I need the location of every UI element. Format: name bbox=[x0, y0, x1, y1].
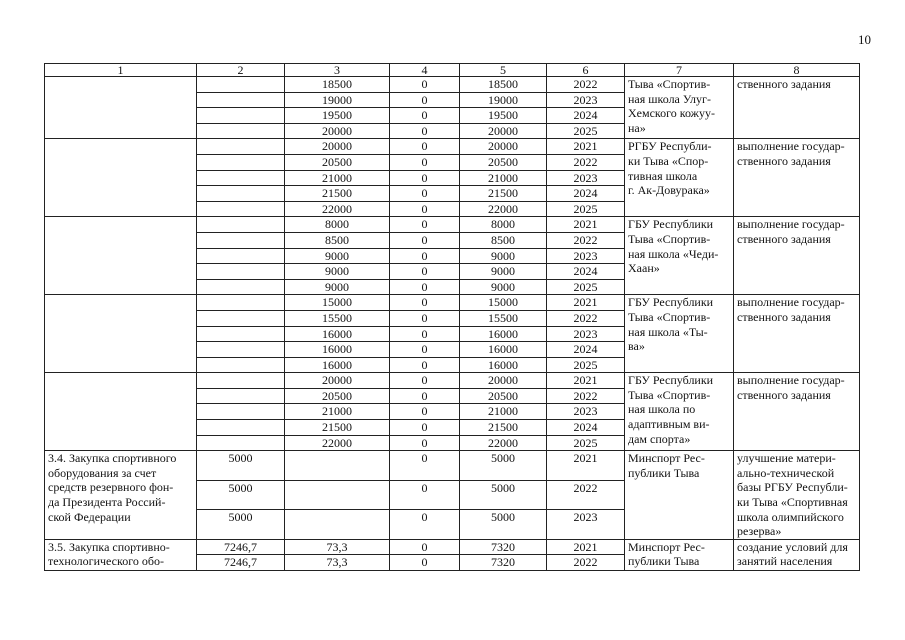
value-cell-c3: 8000 bbox=[285, 217, 390, 233]
value-cell-c6: 2025 bbox=[547, 279, 625, 295]
executor-cell: Минспорт Рес- публики Тыва bbox=[625, 451, 734, 540]
value-cell-c5: 5000 bbox=[460, 480, 547, 510]
value-cell-c5: 21500 bbox=[460, 186, 547, 202]
value-cell-c6: 2021 bbox=[547, 217, 625, 233]
value-cell-c2 bbox=[197, 217, 285, 233]
measure-cell bbox=[45, 295, 197, 373]
value-cell-c3: 22000 bbox=[285, 435, 390, 451]
value-cell-c3: 9000 bbox=[285, 279, 390, 295]
value-cell-c5: 8500 bbox=[460, 232, 547, 248]
measure-cell bbox=[45, 77, 197, 139]
value-cell-c6: 2022 bbox=[547, 310, 625, 326]
table-row bbox=[45, 373, 860, 389]
executor-cell: ГБУ Республики Тыва «Спортив- ная школа «Ты- ва» bbox=[625, 295, 734, 373]
result-cell: выполнение государ- ственного задания bbox=[734, 139, 860, 217]
value-cell-c4: 0 bbox=[390, 342, 460, 358]
value-cell-c3: 19500 bbox=[285, 108, 390, 124]
value-cell-c4: 0 bbox=[390, 77, 460, 93]
measure-cell bbox=[45, 139, 197, 217]
measure-cell: 3.4. Закупка спортивного оборудования за счет средств резервного фон- да Президента Россий- ской Федерации bbox=[45, 451, 197, 540]
table-row bbox=[45, 139, 860, 155]
result-cell: ственного задания bbox=[734, 77, 860, 139]
value-cell-c2 bbox=[197, 77, 285, 93]
value-cell-c6: 2025 bbox=[547, 435, 625, 451]
value-cell-c3 bbox=[285, 480, 390, 510]
measure-cell bbox=[45, 373, 197, 451]
value-cell-c4: 0 bbox=[390, 279, 460, 295]
value-cell-c2: 7246,7 bbox=[197, 555, 285, 571]
value-cell-c3: 21500 bbox=[285, 186, 390, 202]
value-cell-c5: 22000 bbox=[460, 201, 547, 217]
value-cell-c5: 15000 bbox=[460, 295, 547, 311]
value-cell-c5: 20500 bbox=[460, 154, 547, 170]
executor-cell: Минспорт Рес- публики Тыва bbox=[625, 539, 734, 570]
value-cell-c3: 18500 bbox=[285, 77, 390, 93]
value-cell-c3: 20000 bbox=[285, 373, 390, 389]
value-cell-c5: 9000 bbox=[460, 279, 547, 295]
value-cell-c2 bbox=[197, 435, 285, 451]
value-cell-c2 bbox=[197, 373, 285, 389]
value-cell-c4: 0 bbox=[390, 357, 460, 373]
value-cell-c6: 2022 bbox=[547, 154, 625, 170]
value-cell-c5: 5000 bbox=[460, 451, 547, 481]
value-cell-c6: 2021 bbox=[547, 451, 625, 481]
value-cell-c4: 0 bbox=[390, 217, 460, 233]
value-cell-c5: 20000 bbox=[460, 373, 547, 389]
header-cell: 6 bbox=[547, 64, 625, 77]
value-cell-c2 bbox=[197, 264, 285, 280]
value-cell-c4: 0 bbox=[390, 404, 460, 420]
value-cell-c2 bbox=[197, 170, 285, 186]
value-cell-c5: 20000 bbox=[460, 123, 547, 139]
value-cell-c5: 19500 bbox=[460, 108, 547, 124]
value-cell-c3 bbox=[285, 510, 390, 540]
header-cell: 4 bbox=[390, 64, 460, 77]
value-cell-c5: 22000 bbox=[460, 435, 547, 451]
value-cell-c6: 2025 bbox=[547, 123, 625, 139]
value-cell-c6: 2023 bbox=[547, 404, 625, 420]
value-cell-c6: 2024 bbox=[547, 342, 625, 358]
value-cell-c6: 2022 bbox=[547, 77, 625, 93]
value-cell-c6: 2022 bbox=[547, 232, 625, 248]
value-cell-c5: 7320 bbox=[460, 555, 547, 571]
value-cell-c3: 21000 bbox=[285, 170, 390, 186]
value-cell-c6: 2021 bbox=[547, 295, 625, 311]
result-cell: улучшение матери- ально-технической базы РГБУ Республи- ки Тыва «Спортивная школа олимпийского резерва» bbox=[734, 451, 860, 540]
value-cell-c2 bbox=[197, 420, 285, 436]
value-cell-c4: 0 bbox=[390, 264, 460, 280]
table-row bbox=[45, 451, 860, 481]
result-cell: выполнение государ- ственного задания bbox=[734, 295, 860, 373]
value-cell-c4: 0 bbox=[390, 326, 460, 342]
value-cell-c2 bbox=[197, 357, 285, 373]
value-cell-c5: 18500 bbox=[460, 77, 547, 93]
value-cell-c2 bbox=[197, 326, 285, 342]
value-cell-c3: 9000 bbox=[285, 264, 390, 280]
value-cell-c2 bbox=[197, 310, 285, 326]
value-cell-c6: 2024 bbox=[547, 264, 625, 280]
value-cell-c3: 16000 bbox=[285, 342, 390, 358]
value-cell-c6: 2025 bbox=[547, 357, 625, 373]
value-cell-c3 bbox=[285, 451, 390, 481]
value-cell-c3: 9000 bbox=[285, 248, 390, 264]
value-cell-c6: 2024 bbox=[547, 420, 625, 436]
value-cell-c4: 0 bbox=[390, 420, 460, 436]
value-cell-c6: 2022 bbox=[547, 555, 625, 571]
value-cell-c5: 20000 bbox=[460, 139, 547, 155]
value-cell-c2 bbox=[197, 342, 285, 358]
value-cell-c4: 0 bbox=[390, 108, 460, 124]
measure-cell: 3.5. Закупка спортивно- технологического обо- bbox=[45, 539, 197, 570]
value-cell-c4: 0 bbox=[390, 232, 460, 248]
header-row bbox=[45, 64, 860, 77]
executor-cell: ГБУ Республики Тыва «Спортив- ная школа по адаптивным ви- дам спорта» bbox=[625, 373, 734, 451]
value-cell-c5: 21000 bbox=[460, 404, 547, 420]
value-cell-c2 bbox=[197, 404, 285, 420]
value-cell-c2: 7246,7 bbox=[197, 539, 285, 555]
executor-cell: РГБУ Республи- ки Тыва «Спор- тивная школа г. Ак-Довурака» bbox=[625, 139, 734, 217]
result-cell: выполнение государ- ственного задания bbox=[734, 217, 860, 295]
value-cell-c6: 2023 bbox=[547, 170, 625, 186]
value-cell-c3: 20000 bbox=[285, 139, 390, 155]
value-cell-c5: 20500 bbox=[460, 388, 547, 404]
value-cell-c2 bbox=[197, 295, 285, 311]
value-cell-c4: 0 bbox=[390, 154, 460, 170]
value-cell-c3: 19000 bbox=[285, 92, 390, 108]
value-cell-c2 bbox=[197, 279, 285, 295]
table-row bbox=[45, 539, 860, 555]
value-cell-c3: 73,3 bbox=[285, 555, 390, 571]
header-cell: 2 bbox=[197, 64, 285, 77]
value-cell-c3: 21000 bbox=[285, 404, 390, 420]
value-cell-c4: 0 bbox=[390, 139, 460, 155]
value-cell-c4: 0 bbox=[390, 510, 460, 540]
value-cell-c5: 5000 bbox=[460, 510, 547, 540]
value-cell-c2 bbox=[197, 388, 285, 404]
value-cell-c5: 8000 bbox=[460, 217, 547, 233]
value-cell-c6: 2023 bbox=[547, 510, 625, 540]
value-cell-c5: 16000 bbox=[460, 357, 547, 373]
result-cell: создание условий для занятий населения bbox=[734, 539, 860, 570]
value-cell-c3: 20500 bbox=[285, 388, 390, 404]
value-cell-c2 bbox=[197, 186, 285, 202]
value-cell-c3: 22000 bbox=[285, 201, 390, 217]
value-cell-c4: 0 bbox=[390, 373, 460, 389]
value-cell-c6: 2023 bbox=[547, 248, 625, 264]
executor-cell: ГБУ Республики Тыва «Спортив- ная школа «Чеди- Хаан» bbox=[625, 217, 734, 295]
value-cell-c6: 2025 bbox=[547, 201, 625, 217]
value-cell-c5: 19000 bbox=[460, 92, 547, 108]
value-cell-c5: 16000 bbox=[460, 342, 547, 358]
value-cell-c6: 2022 bbox=[547, 388, 625, 404]
value-cell-c2 bbox=[197, 154, 285, 170]
value-cell-c2 bbox=[197, 139, 285, 155]
value-cell-c4: 0 bbox=[390, 555, 460, 571]
value-cell-c4: 0 bbox=[390, 388, 460, 404]
value-cell-c4: 0 bbox=[390, 248, 460, 264]
budget-table bbox=[44, 63, 860, 571]
value-cell-c6: 2021 bbox=[547, 373, 625, 389]
value-cell-c3: 16000 bbox=[285, 357, 390, 373]
value-cell-c4: 0 bbox=[390, 310, 460, 326]
value-cell-c3: 20500 bbox=[285, 154, 390, 170]
value-cell-c5: 21000 bbox=[460, 170, 547, 186]
page-number: 10 bbox=[858, 32, 871, 47]
value-cell-c2 bbox=[197, 108, 285, 124]
value-cell-c2 bbox=[197, 201, 285, 217]
value-cell-c5: 7320 bbox=[460, 539, 547, 555]
value-cell-c2: 5000 bbox=[197, 451, 285, 481]
value-cell-c6: 2024 bbox=[547, 108, 625, 124]
table-row bbox=[45, 77, 860, 93]
header-cell: 3 bbox=[285, 64, 390, 77]
value-cell-c4: 0 bbox=[390, 201, 460, 217]
value-cell-c4: 0 bbox=[390, 435, 460, 451]
value-cell-c2 bbox=[197, 232, 285, 248]
value-cell-c2 bbox=[197, 123, 285, 139]
value-cell-c2: 5000 bbox=[197, 510, 285, 540]
measure-cell bbox=[45, 217, 197, 295]
value-cell-c3: 20000 bbox=[285, 123, 390, 139]
value-cell-c2 bbox=[197, 248, 285, 264]
value-cell-c5: 21500 bbox=[460, 420, 547, 436]
value-cell-c2: 5000 bbox=[197, 480, 285, 510]
value-cell-c6: 2023 bbox=[547, 326, 625, 342]
value-cell-c4: 0 bbox=[390, 92, 460, 108]
value-cell-c4: 0 bbox=[390, 480, 460, 510]
value-cell-c4: 0 bbox=[390, 539, 460, 555]
value-cell-c6: 2022 bbox=[547, 480, 625, 510]
result-cell: выполнение государ- ственного задания bbox=[734, 373, 860, 451]
value-cell-c6: 2024 bbox=[547, 186, 625, 202]
header-cell: 1 bbox=[45, 64, 197, 77]
header-cell: 7 bbox=[625, 64, 734, 77]
value-cell-c4: 0 bbox=[390, 295, 460, 311]
header-cell: 5 bbox=[460, 64, 547, 77]
value-cell-c3: 8500 bbox=[285, 232, 390, 248]
table-row bbox=[45, 295, 860, 311]
executor-cell: Тыва «Спортив- ная школа Улуг- Хемского кожуу- на» bbox=[625, 77, 734, 139]
value-cell-c4: 0 bbox=[390, 451, 460, 481]
value-cell-c4: 0 bbox=[390, 123, 460, 139]
value-cell-c6: 2023 bbox=[547, 92, 625, 108]
value-cell-c3: 15000 bbox=[285, 295, 390, 311]
value-cell-c5: 16000 bbox=[460, 326, 547, 342]
value-cell-c5: 9000 bbox=[460, 264, 547, 280]
value-cell-c5: 15500 bbox=[460, 310, 547, 326]
value-cell-c3: 15500 bbox=[285, 310, 390, 326]
value-cell-c3: 73,3 bbox=[285, 539, 390, 555]
value-cell-c6: 2021 bbox=[547, 139, 625, 155]
value-cell-c5: 9000 bbox=[460, 248, 547, 264]
value-cell-c4: 0 bbox=[390, 186, 460, 202]
value-cell-c2 bbox=[197, 92, 285, 108]
value-cell-c3: 16000 bbox=[285, 326, 390, 342]
header-cell: 8 bbox=[734, 64, 860, 77]
value-cell-c6: 2021 bbox=[547, 539, 625, 555]
value-cell-c4: 0 bbox=[390, 170, 460, 186]
value-cell-c3: 21500 bbox=[285, 420, 390, 436]
table-row bbox=[45, 217, 860, 233]
